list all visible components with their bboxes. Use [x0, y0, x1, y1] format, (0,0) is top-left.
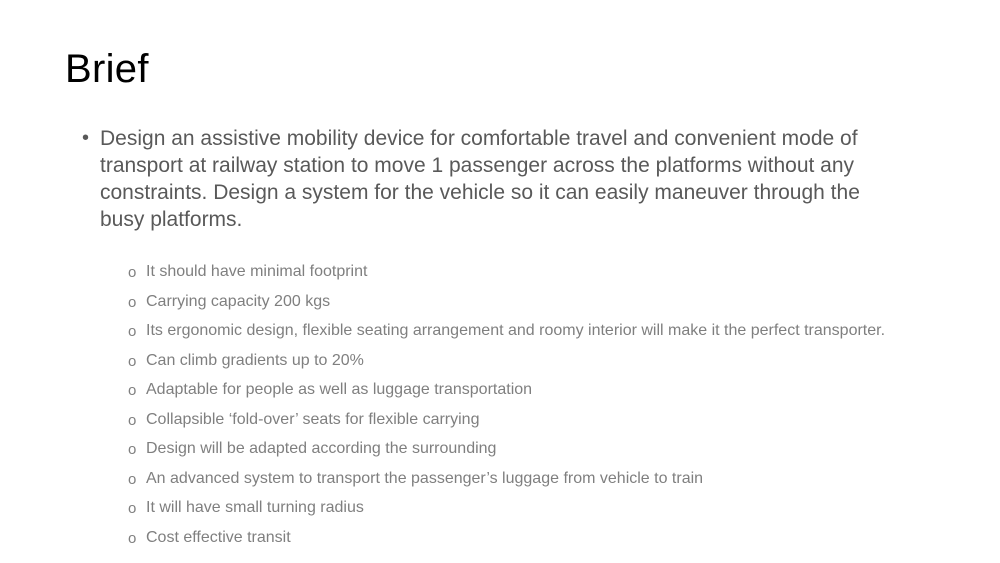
sub-bullet-text: Cost effective transit — [146, 528, 291, 546]
sub-bullet-item — [128, 529, 888, 548]
sub-bullet-text: It should have minimal footprint — [146, 263, 368, 280]
sub-bullet-marker: o — [128, 500, 137, 517]
sub-bullet-text: An advanced system to transport the passenger’s luggage from vehicle to train — [146, 469, 704, 487]
sub-bullet-item — [128, 440, 888, 459]
sub-bullet-marker: o — [128, 470, 137, 488]
sub-bullet-text: Design will be adapted according the surrounding — [146, 440, 497, 457]
main-bullet-text: Design an assistive mobility device for comfortable travel and convenient mode of transport at railway station to move 1 passenger across the platforms without any constraints. Design a system for the vehicle so it can easily maneuver through the busy platforms. — [100, 127, 860, 231]
sub-bullet-text: It will have small turning radius — [146, 499, 364, 516]
sub-bullet-text: Its ergonomic design, flexible seating arrangement and roomy interior will make it the perfect transporter. — [146, 322, 886, 339]
main-bullet — [82, 125, 882, 233]
sub-bullet-item — [128, 381, 888, 400]
sub-bullet-item — [128, 263, 888, 282]
sub-bullet-marker: o — [128, 382, 137, 399]
sub-bullet-item — [128, 352, 888, 371]
sub-bullet-text: Can climb gradients up to 20% — [146, 351, 364, 369]
sub-bullet-marker: o — [128, 264, 137, 281]
sub-bullet-item — [128, 499, 888, 518]
sub-bullet-marker: o — [128, 411, 137, 429]
sub-bullet-text: Collapsible ‘fold-over’ seats for flexible carrying — [146, 410, 480, 428]
sub-bullet-item — [128, 293, 888, 312]
sub-bullet-marker: o — [128, 323, 137, 340]
slide-title: Brief — [65, 47, 149, 91]
sub-bullet-marker: o — [128, 293, 137, 311]
sub-bullet-list — [128, 263, 888, 558]
sub-bullet-item — [128, 322, 888, 341]
sub-bullet-marker: o — [128, 352, 137, 370]
sub-bullet-item — [128, 470, 888, 489]
bullet-marker: • — [82, 127, 90, 149]
sub-bullet-marker: o — [128, 529, 137, 547]
sub-bullet-text: Adaptable for people as well as luggage transportation — [146, 381, 533, 398]
sub-bullet-text: Carrying capacity 200 kgs — [146, 292, 331, 310]
sub-bullet-marker: o — [128, 441, 137, 458]
sub-bullet-item — [128, 411, 888, 430]
